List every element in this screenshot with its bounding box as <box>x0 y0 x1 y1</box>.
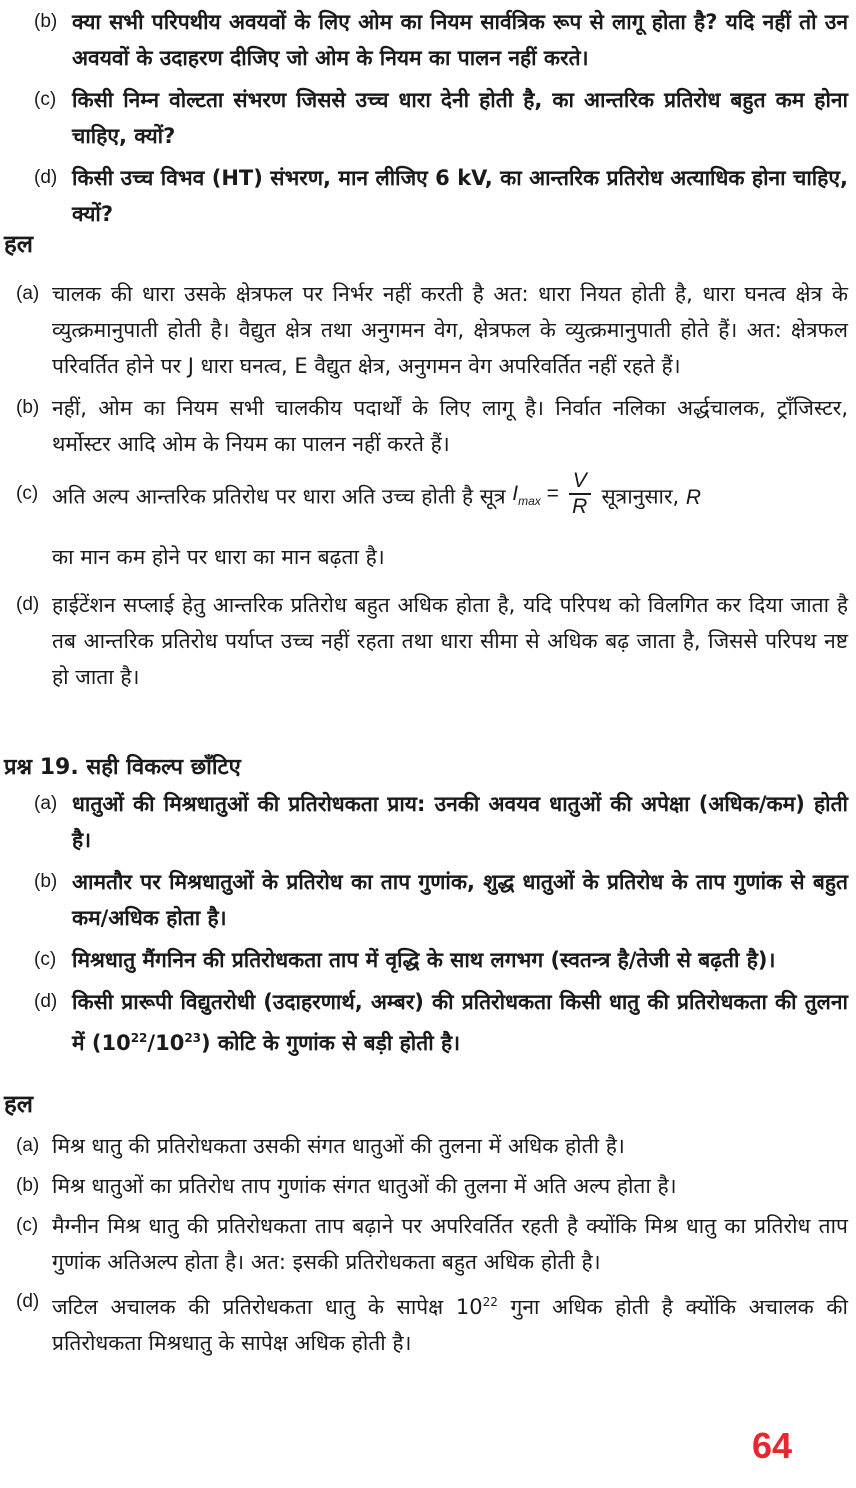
question-19c <box>0 942 856 978</box>
item-text: गुना अधिक होती है क्योंकि अचालक की प्रतिरोधकता मिश्रधातु के सापेक्ष अधिक होती है। <box>52 1295 848 1355</box>
solution-heading: हल <box>4 1090 34 1118</box>
item-label: (d) <box>16 1291 40 1312</box>
page-number: 64 <box>752 1425 793 1466</box>
item-label: (b) <box>16 1175 40 1196</box>
item-text-container <box>52 466 848 585</box>
exponent-23: 23 <box>184 1031 202 1045</box>
item-text: किसी प्रारूपी विद्युतरोधी (उदाहरणार्थ, अम्बर) की प्रतिरोधकता किसी धातु की प्रतिरोधकता की तुलना में (10 <box>72 990 848 1055</box>
question-19b <box>0 864 856 936</box>
item-text: आमतौर पर मिश्रधातुओं के प्रतिरोध का ताप गुणांक, शुद्ध धातुओं के प्रतिरोध के ताप गुणांक से बहुत कम/अधिक होता है। <box>72 870 848 930</box>
item-label: (c) <box>16 1215 39 1236</box>
item-label: (b) <box>34 871 58 892</box>
item-label: (d) <box>16 594 40 616</box>
item-text: ) कोटि के गुणांक से बड़ी होती है। <box>201 1031 461 1055</box>
formula-numerator: V <box>569 469 591 495</box>
item-text: मैग्नीन मिश्र धातु की प्रतिरोधकता ताप बढ़ाने पर अपरिवर्तित रहती है क्योंकि मिश्र धातु का प्रतिरोध ताप गुणांक अतिअल्प होता है। अत: इसकी प्रतिरोधकता बहुत अधिक होती है। <box>52 1214 848 1274</box>
solution-18-parts <box>0 276 856 695</box>
question-19d <box>0 984 856 1061</box>
solution-19c <box>0 1208 856 1280</box>
item-text: मिश्रधातु मैंगनिन की प्रतिरोधकता ताप में वृद्धि के साथ लगभग (स्वतन्त्र है/तेजी से बढ़ती है)। <box>72 948 776 972</box>
item-label: (a) <box>16 1135 40 1156</box>
item-label: (a) <box>34 793 58 814</box>
item-text: क्या सभी परिपथीय अवयवों के लिए ओम का नियम सार्वत्रिक रूप से लागू होता है? यदि नहीं तो उन अवयवों के उदाहरण दीजिए जो ओम के नियम का पालन नहीं करते। <box>72 10 848 70</box>
question-18c <box>0 82 856 154</box>
item-text: हाईटेंशन सप्लाई हेतु आन्तरिक प्रतिरोध बहुत अधिक होता है, यदि परिपथ को विलगित कर दिया जाता है तब आन्तरिक प्रतिरोध पर्याप्त उच्च नहीं रहता तथा धारा सीमा से अधिक बढ़ जाता है, जिससे परिपथ नष्ट हो जाता है। <box>52 593 848 690</box>
exponent-22: 22 <box>130 1031 148 1045</box>
item-text: चालक की धारा उसके क्षेत्रफल पर निर्भर नहीं करती है अत: धारा नियत होती है, धारा घनत्व क्षेत्र के व्युत्क्रमानुपाती होती है। वैद्युत क्षेत्र तथा अनुगमन वेग, क्षेत्रफल के व्युत्क्रमानुपाती होते हैं। अत: क्षेत्रफल परिवर्तित होने पर J धारा घनत्व, E वैद्युत क्षेत्र, अनुगमन वेग अपरिवर्तित नहीं रहते हैं। <box>52 282 848 378</box>
item-text-container <box>72 984 848 1061</box>
solution-19d <box>0 1284 856 1361</box>
solution-18d <box>0 587 856 695</box>
solution-18c <box>0 466 856 585</box>
formula-subscript: max <box>518 494 541 509</box>
item-text-line2: का मान कम होने पर धारा का मान बढ़ता है। <box>52 545 385 570</box>
item-text: मिश्र धातु की प्रतिरोधकता उसकी संगत धातुओं की तुलना में अधिक होती है। <box>52 1134 625 1158</box>
question-18d <box>0 160 856 232</box>
item-text: नहीं, ओम का नियम सभी चालकीय पदार्थों के लिए लागू है। निर्वात नलिका अर्द्धचालक, ट्रॉंजिस्टर, थर्मोस्टर आदि ओम के नियम का पालन नहीं करते हैं। <box>52 396 848 456</box>
question-18b <box>0 4 856 76</box>
item-label: (a) <box>16 283 40 304</box>
solution-19-parts <box>0 1128 856 1361</box>
exponent-22: 22 <box>482 1295 498 1309</box>
item-label: (d) <box>34 167 58 188</box>
item-label: (c) <box>34 949 57 970</box>
formula-fraction <box>569 469 591 519</box>
question-19-parts <box>0 786 856 1061</box>
item-text: /10 <box>147 1031 185 1055</box>
variable-r: R <box>685 485 702 509</box>
solution-18b <box>0 390 856 462</box>
solution-19b <box>0 1168 856 1204</box>
formula-imax <box>512 466 594 529</box>
question-19-title: प्रश्न 19. सही विकल्प छाँटिए <box>4 755 241 780</box>
item-text: सूत्रानुसार, <box>601 484 680 509</box>
solution-heading: हल <box>4 230 34 258</box>
item-label: (d) <box>34 991 58 1012</box>
question-19a <box>0 786 856 858</box>
item-text: किसी निम्न वोल्टता संभरण जिससे उच्च धारा देनी होती है, का आन्तरिक प्रतिरोध बहुत कम होना चाहिए, क्यों? <box>72 88 848 148</box>
item-text: धातुओं की मिश्रधातुओं की प्रतिरोधकता प्राय: उनकी अवयव धातुओं की अपेक्षा (अधिक/कम) होती है। <box>72 792 848 852</box>
item-label: (c) <box>16 483 39 504</box>
formula-denominator: R <box>572 495 588 519</box>
item-text: जटिल अचालक की प्रतिरोधकता धातु के सापेक्ष 10 <box>52 1295 483 1319</box>
formula-equals: = <box>546 482 559 505</box>
solution-19a <box>0 1128 856 1164</box>
solution-18a <box>0 276 856 384</box>
item-label: (b) <box>34 11 58 32</box>
item-text: किसी उच्च विभव (HT) संभरण, मान लीजिए 6 kV, का आन्तरिक प्रतिरोध अत्याधिक होना चाहिए, क्यों? <box>72 166 848 226</box>
item-label: (c) <box>34 89 57 110</box>
item-label: (b) <box>16 397 40 418</box>
item-text-container <box>52 1284 848 1361</box>
formula-lhs: I <box>512 482 519 505</box>
item-text: मिश्र धातुओं का प्रतिरोध ताप गुणांक संगत धातुओं की तुलना में अति अल्प होता है। <box>52 1174 677 1198</box>
item-text: अति अल्प आन्तरिक प्रतिरोध पर धारा अति उच्च होती है सूत्र <box>52 484 506 509</box>
question-18-parts <box>0 4 856 232</box>
